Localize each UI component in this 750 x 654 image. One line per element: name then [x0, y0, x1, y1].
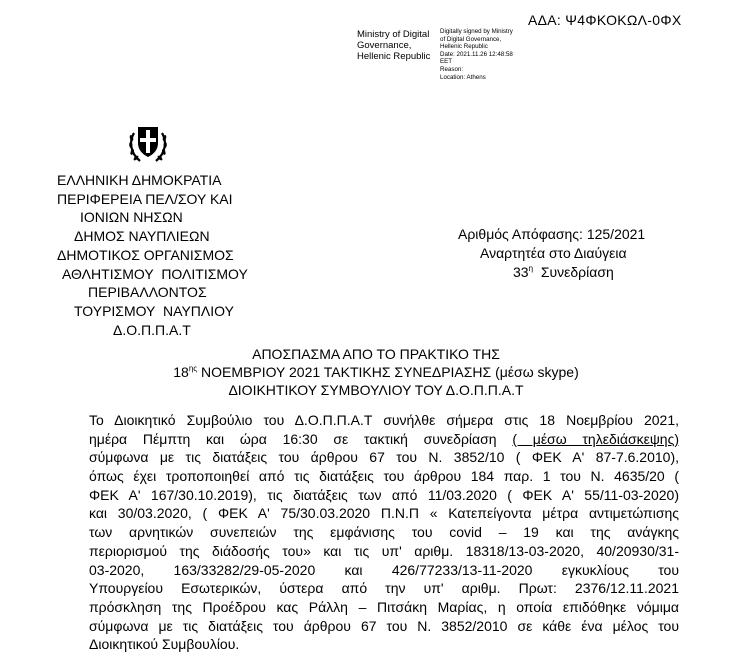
authority-line: ΑΘΛΗΤΙΣΜΟΥ ΠΟΛΙΤΙΣΜΟΥ — [62, 265, 248, 282]
paragraph-line: πρόσκληση της Προέδρου κας Ράλλη – Πιτσάκη Μαρίας, η οποία επιδόθηκε νόμιμα — [89, 598, 679, 615]
paragraph-line: όπως έχει τροποποιηθεί από τις διατάξεις του άρθρου 184 παρ. 1 του Ν. 4635/20 ( — [89, 468, 679, 485]
authority-line: ΙΟΝΙΩΝ ΝΗΣΩΝ — [80, 209, 183, 226]
authority-line: ΠΕΡΙΦΕΡΕΙΑ ΠΕΛ/ΣΟΥ ΚΑΙ — [57, 190, 233, 207]
paragraph-line: 03-2020, 163/33282/29-05-2020 και 426/77233/13-11-2020 εγκυκλίους του — [89, 561, 679, 578]
meeting-mode: ( μέσω τηλεδιάσκεψης) — [512, 430, 679, 447]
authority-line: ΔΗΜΟΣ ΝΑΥΠΛΙΕΩΝ — [74, 228, 210, 245]
paragraph-line: Διοικητικού Συμβουλίου. — [89, 636, 240, 653]
decision-number: Αριθμός Απόφασης: 125/2021 — [458, 226, 646, 242]
signer-line: Ministry of Digital — [357, 29, 430, 40]
signature-detail-line: Digitally signed by Ministry — [440, 28, 513, 35]
signature-details — [440, 28, 513, 81]
authority-line: ΤΟΥΡΙΣΜΟΥ ΝΑΥΠΛΙΟΥ — [74, 302, 234, 319]
paragraph-line: Υπουργείου Εσωτερικών, ύστερα από την υπ' αριθμ. Πρωτ: 2376/12.11.2021 — [89, 580, 679, 597]
signer-name — [357, 29, 430, 62]
authority-line: ΠΕΡΙΒΑΛΛΟΝΤΟΣ — [88, 284, 207, 301]
signature-detail-line: Hellenic Republic — [440, 43, 488, 51]
paragraph-line: σύμφωνα με τις διατάξεις του άρθρου 67 του Ν. 3852/10 ( ΦΕΚ Α' 87-7.6.2010), — [89, 449, 679, 466]
signature-detail-line: Reason: — [440, 65, 464, 73]
signature-detail-line: EET — [440, 58, 453, 66]
publish-notice: Αναρτητέα στο Διαύγεια — [480, 245, 627, 261]
title-line: $18^{\eta\varsigma}$ ΝΟΕΜΒΡΙΟΥ 2021 ΤΑΚΤΙΚΗΣ ΣΥΝΕΔΡΙΑΣΗΣ (μέσω skype) — [173, 364, 579, 380]
authority-line: Δ.Ο.Π.Π.Α.Τ — [113, 321, 191, 338]
body-paragraph — [89, 411, 679, 654]
paragraph-line: σύμφωνα με τις διατάξεις του άρθρου 67 του Ν. 3852/2010 σε κάθε ένα μέλος του — [89, 617, 679, 634]
paragraph-line: ΦΕΚ Α' 167/30.10.2019), τις διατάξεις των από 11/03.2020 ( ΦΕΚ Α' 55/11-03-2020) — [89, 486, 679, 503]
paragraph-line: περιορισμού της διάδοσής του» και τις υπ' αριθμ. 18318/13-03-2020, 40/20930/31- — [89, 542, 679, 559]
signature-detail-line: of Digital Governance, — [440, 35, 502, 43]
ada-code: ΑΔΑ: Ψ4ΦΚΟΚΩΛ-0ΦΧ — [528, 12, 682, 28]
signature-detail-line: Date: 2021.11.26 12:48:58 — [440, 50, 513, 58]
title-line: ΔΙΟΙΚΗΤΙΚΟΥ ΣΥΜΒΟΥΛΙΟΥ ΤΟΥ Δ.Ο.Π.Π.Α.Τ — [228, 382, 524, 398]
signer-line: Hellenic Republic — [357, 51, 431, 62]
session-number: $33^\eta$ Συνεδρίαση — [513, 264, 614, 280]
signer-line: Governance, — [357, 40, 412, 51]
greek-coat-of-arms-icon — [126, 121, 170, 165]
title-line: ΑΠΟΣΠΑΣΜΑ ΑΠΟ ΤΟ ΠΡΑΚΤΙΚΟ ΤΗΣ — [252, 346, 500, 362]
signature-detail-line: Location: Athens — [440, 73, 486, 81]
paragraph-line: και 30/03.2020, ( ΦΕΚ Α' 75/30.03.2020 Π.Ν.Π « Κατεπείγοντα μέτρα αντιμετώπισης — [89, 505, 679, 522]
paragraph-line: ημέρα Πέμπτη και ώρα 16:30 σε τακτική συνεδρίαση ( μέσω τηλεδιάσκεψης) — [89, 430, 679, 447]
authority-line: ΕΛΛΗΝΙΚΗ ΔΗΜΟΚΡΑΤΙΑ — [57, 172, 222, 188]
paragraph-line: Το Διοικητικό Συμβούλιο του Δ.Ο.Π.Π.Α.Τ συνήλθε σήμερα στις 18 Νοεμβρίου 2021, — [89, 412, 679, 428]
authority-line: ΔΗΜΟΤΙΚΟΣ ΟΡΓΑΝΙΣΜΟΣ — [57, 246, 234, 263]
paragraph-line: των αρνητικών συνεπειών της εμφάνισης του covid – 19 και της ανάγκης — [89, 524, 679, 541]
